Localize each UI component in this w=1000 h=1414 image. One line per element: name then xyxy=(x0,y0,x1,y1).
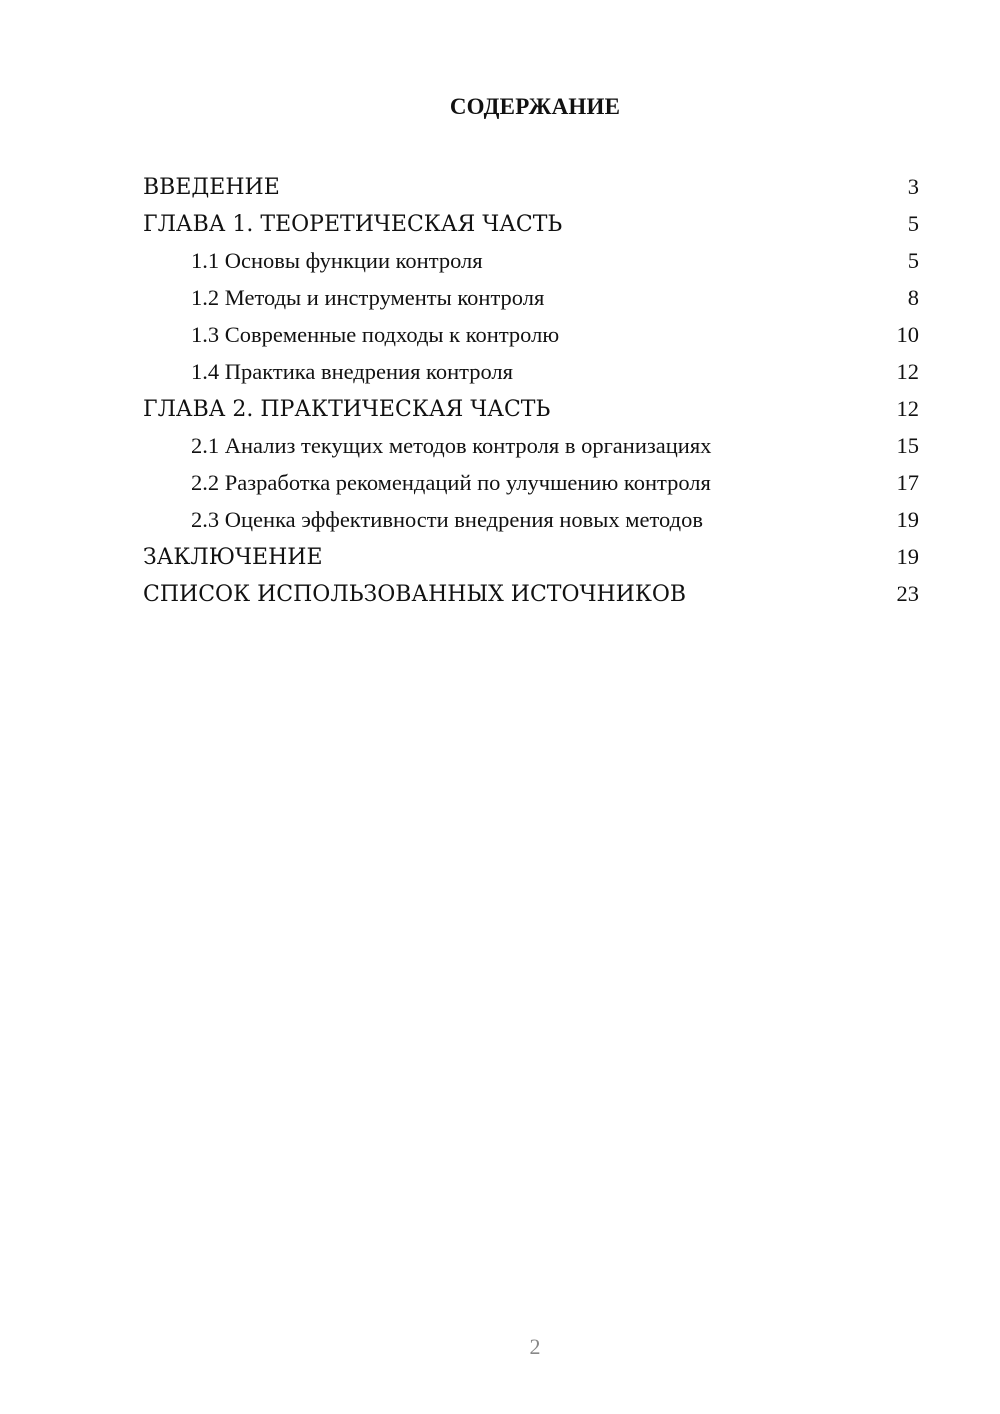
toc-entry-conclusion xyxy=(143,538,919,575)
toc-entry-section-1-4 xyxy=(143,353,919,390)
toc-entry-page: 17 xyxy=(896,470,919,495)
toc-entry-label: 1.2 Методы и инструменты контроля xyxy=(191,285,545,310)
toc-entry-label: ЗАКЛЮЧЕНИЕ xyxy=(143,545,323,570)
toc-entry-label: СПИСОК ИСПОЛЬЗОВАННЫХ ИСТОЧНИКОВ xyxy=(143,582,687,607)
toc-title: СОДЕРЖАНИЕ xyxy=(449,94,621,119)
toc-entry-section-1-1 xyxy=(143,242,919,279)
toc-entry-label: 1.1 Основы функции контроля xyxy=(191,248,483,273)
toc-entry-section-1-2 xyxy=(143,279,919,316)
table-of-contents xyxy=(143,168,919,612)
toc-entry-page: 5 xyxy=(907,248,919,273)
toc-entry-label: 1.4 Практика внедрения контроля xyxy=(191,359,514,384)
toc-entry-page: 5 xyxy=(907,211,919,236)
page-number: 2 xyxy=(529,1334,541,1359)
toc-entry-section-1-3 xyxy=(143,316,919,353)
toc-entry-references xyxy=(143,575,919,612)
toc-entry-label: 2.3 Оценка эффективности внедрения новых методов xyxy=(191,507,703,532)
toc-entry-page: 12 xyxy=(896,359,919,384)
toc-entry-label: ВВЕДЕНИЕ xyxy=(143,175,280,200)
toc-entry-page: 10 xyxy=(896,322,919,347)
toc-entry-label: ГЛАВА 1. ТЕОРЕТИЧЕСКАЯ ЧАСТЬ xyxy=(143,212,563,237)
toc-entry-chapter-2 xyxy=(143,390,919,427)
toc-entry-label: 1.3 Современные подходы к контролю xyxy=(191,322,560,347)
toc-entry-section-2-3 xyxy=(143,501,919,538)
toc-entry-chapter-1 xyxy=(143,205,919,242)
toc-entry-page: 3 xyxy=(907,174,919,199)
toc-entry-introduction xyxy=(143,168,919,205)
toc-entry-section-2-1 xyxy=(143,427,919,464)
toc-entry-section-2-2 xyxy=(143,464,919,501)
toc-entry-page: 8 xyxy=(907,285,919,310)
toc-entry-page: 12 xyxy=(896,396,919,421)
toc-entry-page: 23 xyxy=(896,581,919,606)
toc-entry-label: 2.2 Разработка рекомендаций по улучшению контроля xyxy=(191,470,711,495)
toc-entry-page: 19 xyxy=(896,544,919,569)
toc-entry-page: 19 xyxy=(896,507,919,532)
toc-entry-label: 2.1 Анализ текущих методов контроля в организациях xyxy=(191,433,712,458)
toc-entry-page: 15 xyxy=(896,433,919,458)
toc-entry-label: ГЛАВА 2. ПРАКТИЧЕСКАЯ ЧАСТЬ xyxy=(143,397,551,422)
